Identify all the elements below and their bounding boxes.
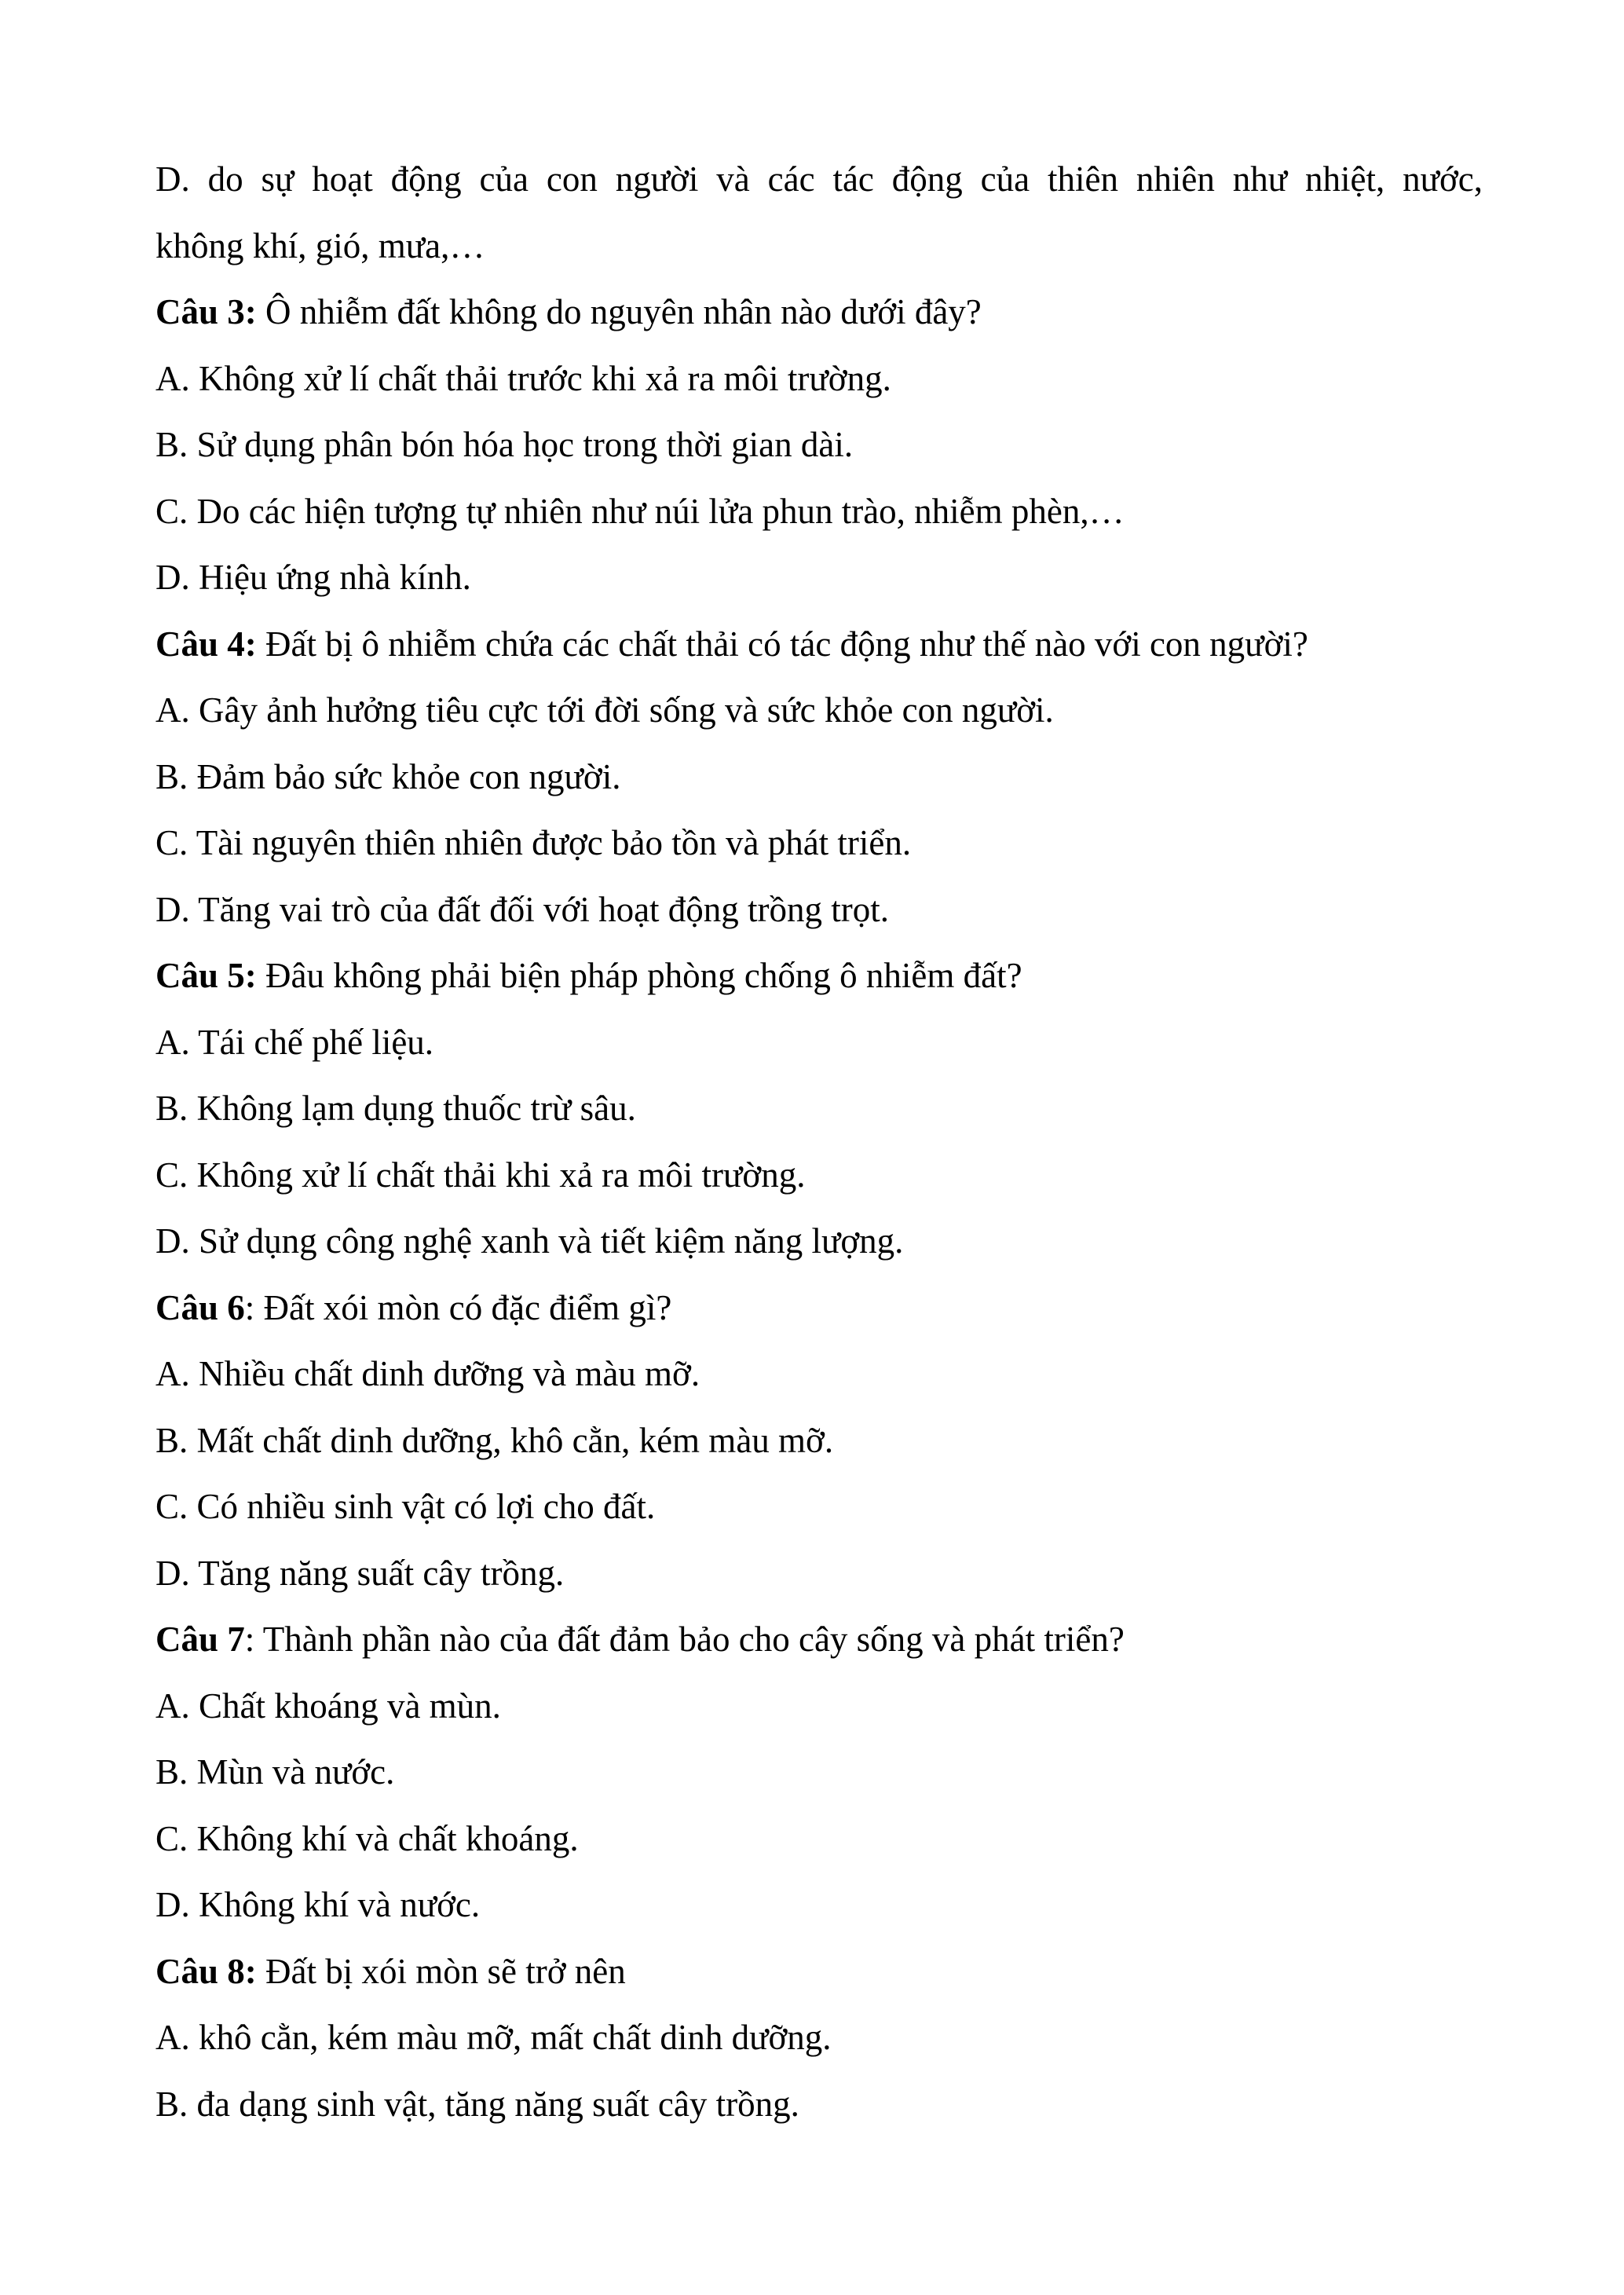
question-5 (155, 943, 1483, 1009)
question-text: Đâu không phải biện pháp phòng chống ô nhiễm đất? (256, 956, 1022, 995)
question-7 (155, 1606, 1483, 1673)
q4-option-b: B. Đảm bảo sức khỏe con người. (155, 756, 621, 796)
q3-option-c: C. Do các hiện tượng tự nhiên như núi lửa phun trào, nhiễm phèn,… (155, 491, 1125, 531)
question-8 (155, 1938, 1483, 2005)
q4-option-d: D. Tăng vai trò của đất đối với hoạt động trồng trọt. (155, 889, 890, 929)
document-page (155, 146, 1483, 2137)
question-text: : Đất xói mòn có đặc điểm gì? (244, 1287, 672, 1327)
q7-option-c: C. Không khí và chất khoáng. (155, 1818, 579, 1858)
option-d-continued: D. do sự hoạt động của con người và các tác động của thiên nhiên như nhiệt, nước, (155, 159, 1483, 199)
q8-option-a: A. khô cằn, kém màu mỡ, mất chất dinh dưỡng. (155, 2018, 832, 2057)
q6-option-a: A. Nhiều chất dinh dưỡng và màu mỡ. (155, 1354, 700, 1393)
q4-option-a: A. Gây ảnh hưởng tiêu cực tới đời sống và sức khỏe con người. (155, 690, 1054, 730)
question-text: : Thành phần nào của đất đảm bảo cho cây sống và phát triển? (244, 1620, 1125, 1659)
q8-option-b: B. đa dạng sinh vật, tăng năng suất cây trồng. (155, 2084, 799, 2124)
q7-option-a: A. Chất khoáng và mùn. (155, 1686, 501, 1726)
question-label: Câu 6 (155, 1287, 245, 1327)
q4-option-c: C. Tài nguyên thiên nhiên được bảo tồn và phát triển. (155, 823, 912, 862)
q3-option-d: D. Hiệu ứng nhà kính. (155, 558, 471, 597)
option-d-continued-wrap: không khí, gió, mưa,… (155, 225, 485, 265)
q3-option-b: B. Sử dụng phân bón hóa học trong thời gian dài. (155, 425, 854, 464)
q7-option-b: B. Mùn và nước. (155, 1752, 395, 1792)
q6-option-b: B. Mất chất dinh dưỡng, khô cằn, kém màu mỡ. (155, 1420, 834, 1460)
q3-option-a: A. Không xử lí chất thải trước khi xả ra môi trường. (155, 358, 891, 398)
q7-option-d: D. Không khí và nước. (155, 1885, 481, 1924)
q5-option-c: C. Không xử lí chất thải khi xả ra môi trường. (155, 1155, 806, 1195)
q5-option-b: B. Không lạm dụng thuốc trừ sâu. (155, 1089, 636, 1128)
q6-option-c: C. Có nhiều sinh vật có lợi cho đất. (155, 1487, 656, 1526)
question-label: Câu 8: (155, 1951, 257, 1991)
question-3 (155, 279, 1483, 346)
q6-option-d: D. Tăng năng suất cây trồng. (155, 1553, 565, 1593)
question-label: Câu 7 (155, 1620, 245, 1659)
question-label: Câu 4: (155, 624, 257, 664)
question-text: Đất bị ô nhiễm chứa các chất thải có tác động như thế nào với con người? (256, 624, 1308, 664)
q5-option-d: D. Sử dụng công nghệ xanh và tiết kiệm năng lượng. (155, 1221, 904, 1261)
question-4 (155, 611, 1483, 678)
question-text: Ô nhiễm đất không do nguyên nhân nào dưới đây? (256, 292, 982, 331)
question-6 (155, 1275, 1483, 1341)
question-text: Đất bị xói mòn sẽ trở nên (256, 1951, 626, 1991)
question-label: Câu 5: (155, 956, 257, 995)
question-label: Câu 3: (155, 292, 257, 331)
q5-option-a: A. Tái chế phế liệu. (155, 1022, 434, 1062)
